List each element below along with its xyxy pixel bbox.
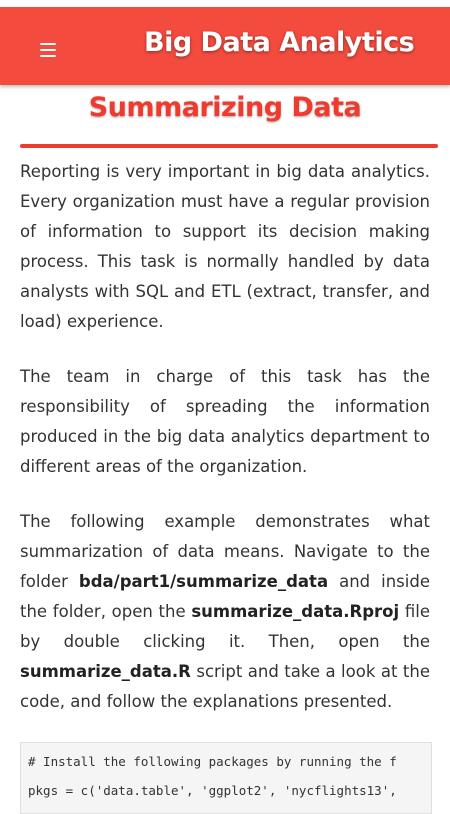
project-file-name: summarize_data.Rproj (191, 602, 400, 621)
hamburger-menu-icon[interactable] (40, 43, 58, 57)
paragraph-text: and inside the folder, open the (20, 572, 430, 621)
paragraph-text: file by double clicking it. Then, open the (20, 602, 430, 651)
heading-divider (20, 144, 438, 148)
paragraph-text: script and take a look at the code, and follow the explanations presented. (20, 662, 430, 711)
paragraph-reporting: Reporting is very important in big data analytics. Every organization must have a regular provision of information to support its decision making process. This task is normally handled by data analysts with SQL and ETL (extract, transfer, and load) experience. (20, 162, 430, 331)
article-content (20, 157, 430, 742)
script-file-name: summarize_data.R (20, 662, 191, 681)
code-block[interactable] (20, 742, 432, 814)
app-title: Big Data Analytics (144, 27, 415, 58)
page-title: Summarizing Data (88, 92, 362, 123)
paragraph-example (20, 507, 430, 717)
code-line-pkgs: pkgs = c('data.table', 'ggplot2', 'nycflights13', (28, 783, 397, 798)
status-bar (0, 0, 450, 7)
app-bar (0, 7, 450, 85)
code-line-comment: # Install the following packages by running the f (28, 754, 397, 769)
paragraph-text: The following example demonstrates what summarization of data means. Navigate to the folder (20, 512, 430, 591)
paragraph-team: The team in charge of this task has the responsibility of spreading the information produced in the big data analytics department to different areas of the organization. (20, 367, 430, 476)
folder-path: bda/part1/summarize_data (78, 572, 329, 591)
